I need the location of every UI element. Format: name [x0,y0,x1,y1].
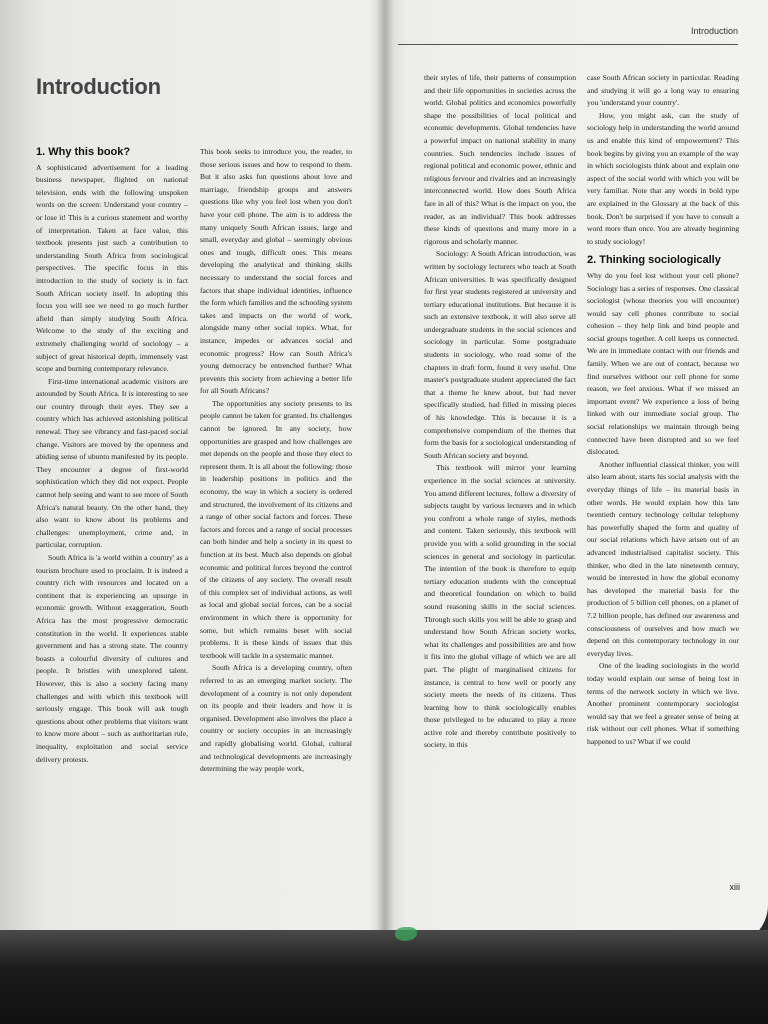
column-3 [424,72,576,872]
paragraph: A sophisticated advertisement for a leading business newspaper, flighted on national television, ends with the following unspoken words on the screen: Understand your country – or lose it! This is a curious statement and worthy of interpretation. Taken at face value, this textbook presents just such a contribution to understanding South Africa from sociological perspectives. The specific focus in this introduction to the study of society is in fact South African society itself. In adopting this focus you will see we need to go much further afield than simply studying South Africa. Welcome to the study of the exciting and extremely challenging world of sociology – a subject of great historical depth, immensely vast scope and burning contemporary relevance. [36,162,188,374]
running-head: Introduction [690,26,738,36]
column-4 [587,72,739,872]
paragraph: This textbook will mirror your learning experience in the social sciences at university. You attend different lectures, follow a diversity of subjects taught by various lecturers and in which you confront a whole range of styles, methods and content. Taken seriously, this textbook will provide you with a solid grounding in the social sciences in general and sociology in particular. The intention of the book is therefore to equip tertiary education students with the conceptual and theoretical foundation on which to build sound reasoning skills in the social sciences. Through such skills you will be able to grasp and understand how South African society works, what its challenges and possibilities are and how it fits into the global village of which we are all part. The plight of marginalised citizens for instance, is central to how well or poorly any society meets the needs of its citizens. Thus learning how to think sociologically enables those privileged to be educated to play a more active role and thereby contribute positively to society, in this [424,463,576,750]
paragraph: How, you might ask, can the study of sociology help in understanding the world around us and enable this kind of empowerment? This book begins by giving you an example of the way in which sociologists think about and explain one aspect of the social world with which you will be very familiar. Note that any words in bold type are explained in the Glossary at the back of this book. Don't be surprised if you have to consult a word more than once. You are already beginning to study sociology! [587,110,739,246]
column-2 [200,146,352,866]
paragraph: their styles of life, their patterns of consumption and their life opportunities in societies across the world. Global politics and economics powerfully shape the possibilities of local political and economic developments. Global tendencies have a powerful impact on national stability in many countries. Such tendencies include issues of regional political and economic power, ethnic and religious fervour and rivalries and an increasingly interconnected world. How does South Africa fare in all of this? What is the impact on you, the reader, as an individual? This book addresses these kinds of questions and many more in a rigorous and scholarly manner. [424,73,576,246]
paragraph: One of the leading sociologists in the world today would explain our sense of being lost in terms of the network society in which we live. Another prominent contemporary sociologist would say that we feel a greater sense of being at risk without our cell phones. What if something happened to us? What if we could [587,661,739,746]
paragraph: This book seeks to introduce you, the reader, to those serious issues and how to respond to them. But it also asks fun questions about love and marriage, friendship groups and answers questions like why you feel lost when you don't have your cell phone. The aim is to address the many uniquely South African issues, large and small, everyday and global – seemingly obvious ones and tough, difficult ones. This means developing the analytical and thinking skills necessary to understand the social forces and factors that shape individual identities, influence the form which families and the schooling system takes and impacts on the world of work, alongside many other social topics. What, for instance, impedes or advances social and economic progress? How can South Africa's young democracy be entrenched further? What prevents this society from achieving a better life for all South Africans? [200,147,352,396]
section-heading-why-this-book: 1. Why this book? [36,146,131,158]
paragraph: South Africa is a developing country, often referred to as an emerging market society. The development of a country is not only dependent on its people and their leaders and how it is organised. Development also involves the place a country or society occupies in an increasingly and rapidly globalising world. Global, cultural and technological developments are increasingly determining the way people work, [200,663,352,774]
paragraph: case South African society in particular. Reading and studying it will go a long way to ensuring you 'understand your country'. [587,73,739,108]
scan-shadow [0,930,768,1024]
header-rule [398,44,738,45]
paragraph: South Africa is 'a world within a country' as a tourism brochure used to proclaim. It is indeed a country rich with resources and located on a continent that is experiencing an upsurge in economic growth. Without exaggeration, South Africa has the most progressive democratic constitution in the world. It experiences stable government and has a strong state. The country boasts a colourful diversity of cultures and people. It bristles with unexplored talent. However, this is also a society facing many challenges and with which this textbook will seriously engage. This book will ask tough questions about other problems that visitors want to know more about – such as authoritarian rule, inequality, exploitation and social service delivery protests. [36,553,188,764]
book-gutter [376,0,394,945]
page-number: xiii [729,882,740,892]
paragraph: Sociology: A South African introduction, was written by sociology lecturers who teach at South African universities. It was specifically designed for first year students registered at university and tertiary educational institutions. But because it is such an extensive textbook, it will also serve all undergraduate students in the social sciences and sociology in particular. Some postgraduate students in sociology, who read some of the chapters in draft form, found it very useful. One master's postgraduate student appreciated the fact that a theme he knew about, but had never specifically studied, had filled in missing pieces of his knowledge. This is because it is a comprehensive compendium of the themes that form the basis for a sociological understanding of South African society and beyond. [424,249,576,460]
chapter-title: Introduction [36,74,161,99]
paragraph: Another influential classical thinker, you will also learn about, starts his social analysis with the everyday things of life – its material basis in other words. He would explain how this late twentieth century technology cellular telephony has powerfully shaped the form and quality of our social relations which have arisen out of an advanced industrialised capitalist society. This thinker, who died in the late nineteenth century, would be interested in how the global economy has developed the material basis for the production of 5 billion cell phones, on a planet of 7.2 billion people, has defined our awareness and consciousness of ourselves and how much we depend on this contemporary technology in our everyday lives. [587,459,739,658]
paragraph: The opportunities any society presents to its people cannot be taken for granted. Its challenges cannot be ignored. In any society, how opportunities are grasped and how challenges are met depends on the people and those they elect to represent them. It is all about the following: those in leadership positions in politics and the economy, the way in which a society is ordered and structured, the involvement of its citizens and a range of other social factors and forces. These factors and forces and a range of social processes can both hinder and help a society in its quest to function at its best. Much also depends on global economic and political forces beyond the control of the citizens of any society. The overall result of this complex set of individual actions, as well as local and global social forces, can be a social environment in which there is opportunity for some, but which remains beset with social problems. It is these kinds of issues that this textbook will tackle in a systematic manner. [200,398,352,660]
paragraph: First-time international academic visitors are astounded by South Africa. It is interesting to see our country through their eyes. They see a country which has achieved astonishing political renewal. They see vibrancy and fast-paced social change. Visitors are moved by the openness and abiding sense of ubuntu manifested by its people. They encounter a degree of first-world sophistication which they did not expect. People cannot help seeing and want to see more of South Africa's natural beauty. On the other hand, they also want to know about its problems and challenges: unemployment, crime and, in particular, corruption. [36,376,188,550]
paragraph: Why do you feel lost without your cell phone? Sociology has a series of responses. One classical sociologist (whose theories you will encounter) would say cell phones contribute to social cohesion – they help link and bind people and social groups together. A cell keeps us connected. We are in immediate contact with our friends and family. When we are out of contact, because we find ourselves without our cell phone for some reason, we feel anxious. What if we missed an important event? We experience a loss of being linked with our immediate social group. The social relationships we maintain through being connected have been disrupted and so we feel dislocated. [587,270,739,457]
section-heading-thinking-sociologically: 2. Thinking sociologically [587,254,721,267]
column-1 [36,146,188,866]
